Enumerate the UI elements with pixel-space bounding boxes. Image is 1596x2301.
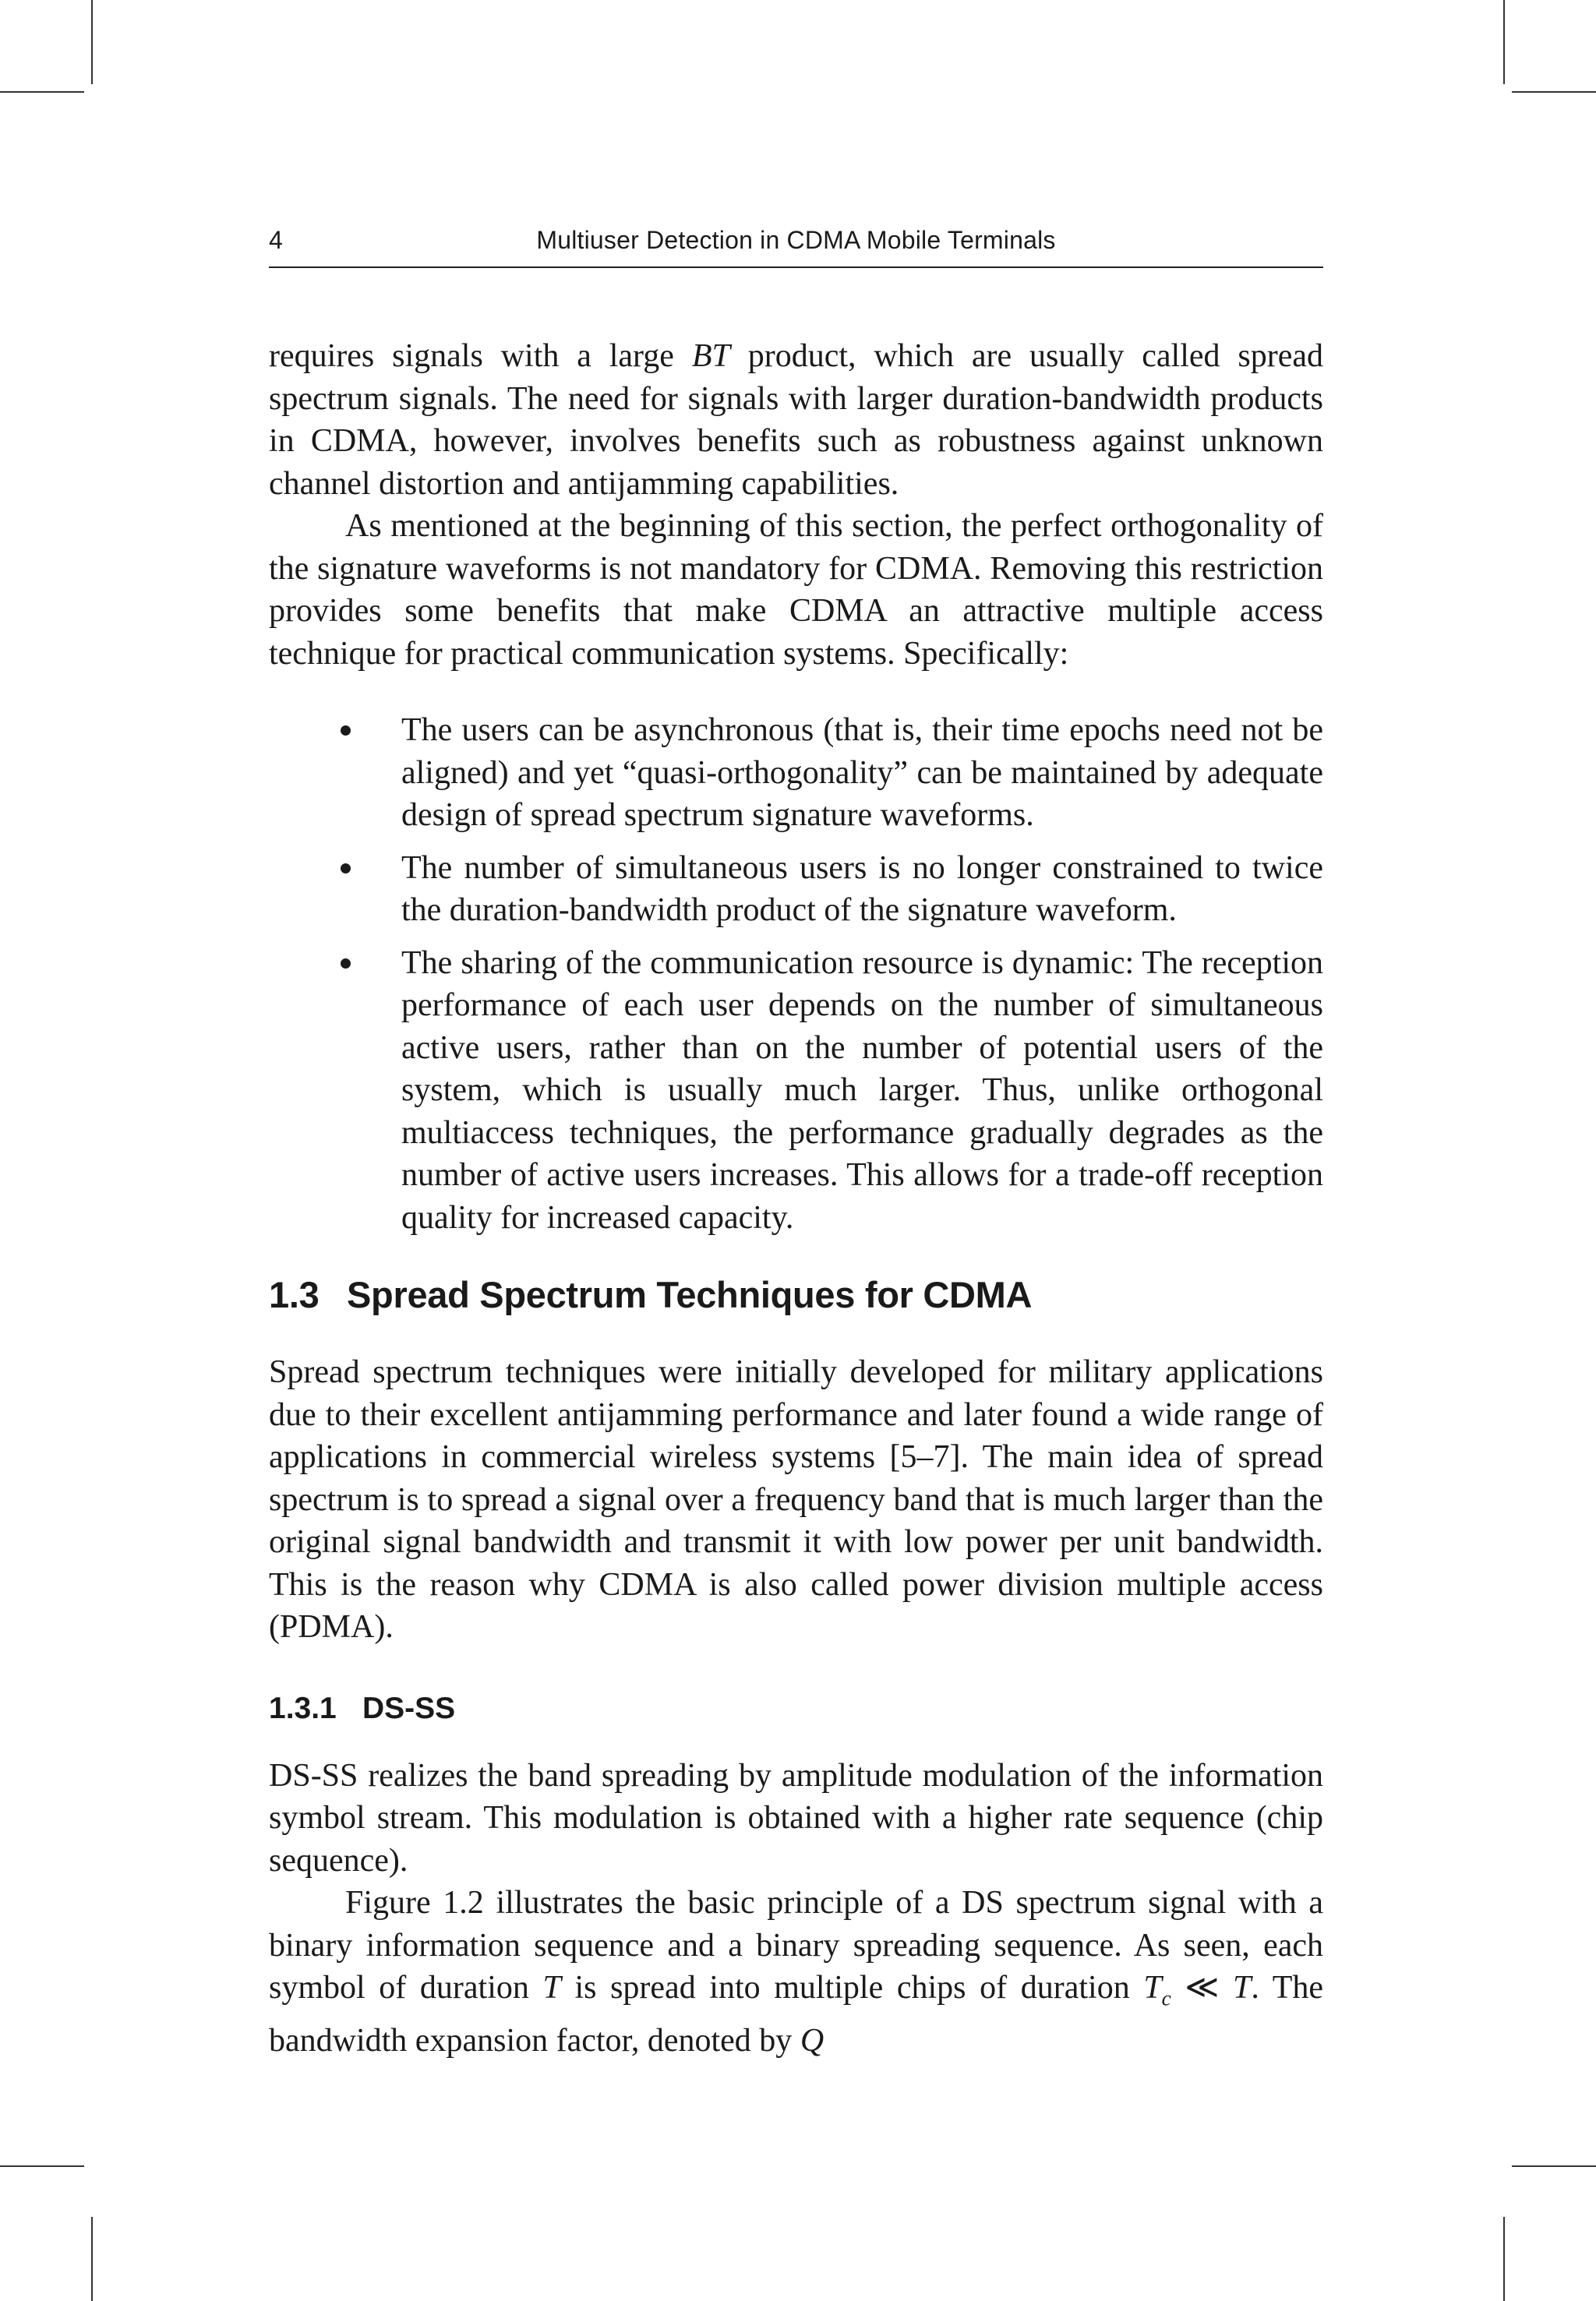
section-number: 1.3 — [269, 1274, 320, 1315]
crop-mark-top-right-vertical — [1503, 0, 1505, 84]
subsection-number: 1.3.1 — [269, 1691, 337, 1725]
math-much-less-than: ≪ — [1171, 1970, 1233, 2006]
list-item: The users can be asynchronous (that is, their time epochs need not be aligned) and yet “quasi-orthogonality” can be maintained by adequate design of spread spectrum signature waveforms. — [401, 709, 1323, 837]
section-heading — [269, 1272, 1323, 1318]
crop-mark-top-left-vertical — [91, 0, 93, 84]
math-t: T — [542, 1970, 561, 2006]
crop-mark-bottom-right-horizontal — [1512, 2165, 1596, 2167]
crop-mark-bottom-right-vertical — [1503, 2217, 1505, 2301]
crop-mark-bottom-left-vertical — [91, 2217, 93, 2301]
subsection-title: DS-SS — [362, 1691, 456, 1725]
benefits-list — [269, 709, 1323, 1239]
page-number: 4 — [269, 226, 283, 254]
subsection-heading — [269, 1688, 1323, 1730]
intro-paragraph-1: requires signals with a large BT product, which are usually called spread spectrum signals. The need for signals with larger duration-bandwidth products in CDMA, however, involves benefits such as robustness against unknown channel distortion and antijamming capabilities. — [269, 338, 1323, 502]
running-header — [269, 221, 1323, 268]
math-tc: $T_c$ — [1143, 1970, 1171, 2010]
list-item: The sharing of the communication resource is dynamic: The reception performance of each user depends on the number of simultaneous active users, rather than on the number of potential users of the system, which is usually much larger. Thus, unlike orthogonal multiaccess techniques, the performance gradually degrades as the number of active users increases. This allows for a trade-off reception quality for increased capacity. — [401, 942, 1323, 1240]
math-bt: BT — [691, 338, 730, 374]
page-body — [269, 335, 1323, 2062]
bullet-icon — [341, 863, 351, 873]
intro-paragraph-2: As mentioned at the beginning of this section, the perfect orthogonality of the signature waveforms is not mandatory for CDMA. Removing this restriction provides some benefits that make CDMA an attractive multiple access technique for practical communication systems. Specifically: — [269, 508, 1323, 672]
crop-mark-top-left-horizontal — [0, 91, 84, 93]
running-title: Multiuser Detection in CDMA Mobile Terminals — [536, 226, 1056, 254]
bullet-icon — [341, 958, 351, 969]
list-item: The number of simultaneous users is no longer constrained to twice the duration-bandwidth product of the signature waveform. — [401, 847, 1323, 932]
section-title: Spread Spectrum Techniques for CDMA — [347, 1274, 1033, 1315]
crop-mark-bottom-left-horizontal — [0, 2165, 84, 2167]
bullet-icon — [341, 725, 351, 736]
math-q: Q — [800, 2022, 824, 2059]
subsection-paragraph-2: Figure 1.2 illustrates the basic principle of a DS spectrum signal with a binary information sequence and a binary spreading sequence. As seen, each symbol of duration T is spread into multiple chips of duration $T_c$ ≪ T. The bandwidth expansion factor, denoted by Q — [269, 1885, 1324, 2059]
math-t-2: T — [1233, 1970, 1252, 2006]
subsection-paragraph-1: DS-SS realizes the band spreading by amplitude modulation of the information symbol stream. This modulation is obtained with a higher rate sequence (chip sequence). — [269, 1757, 1323, 1879]
section-paragraph: Spread spectrum techniques were initially developed for military applications due to their excellent antijamming performance and later found a wide range of applications in commercial wireless systems [5–7]. The main idea of spread spectrum is to spread a signal over a frequency band that is much larger than the original signal bandwidth and transmit it with low power per unit bandwidth. This is the reason why CDMA is also called power division multiple access (PDMA). — [269, 1354, 1323, 1645]
crop-mark-top-right-horizontal — [1512, 91, 1596, 93]
